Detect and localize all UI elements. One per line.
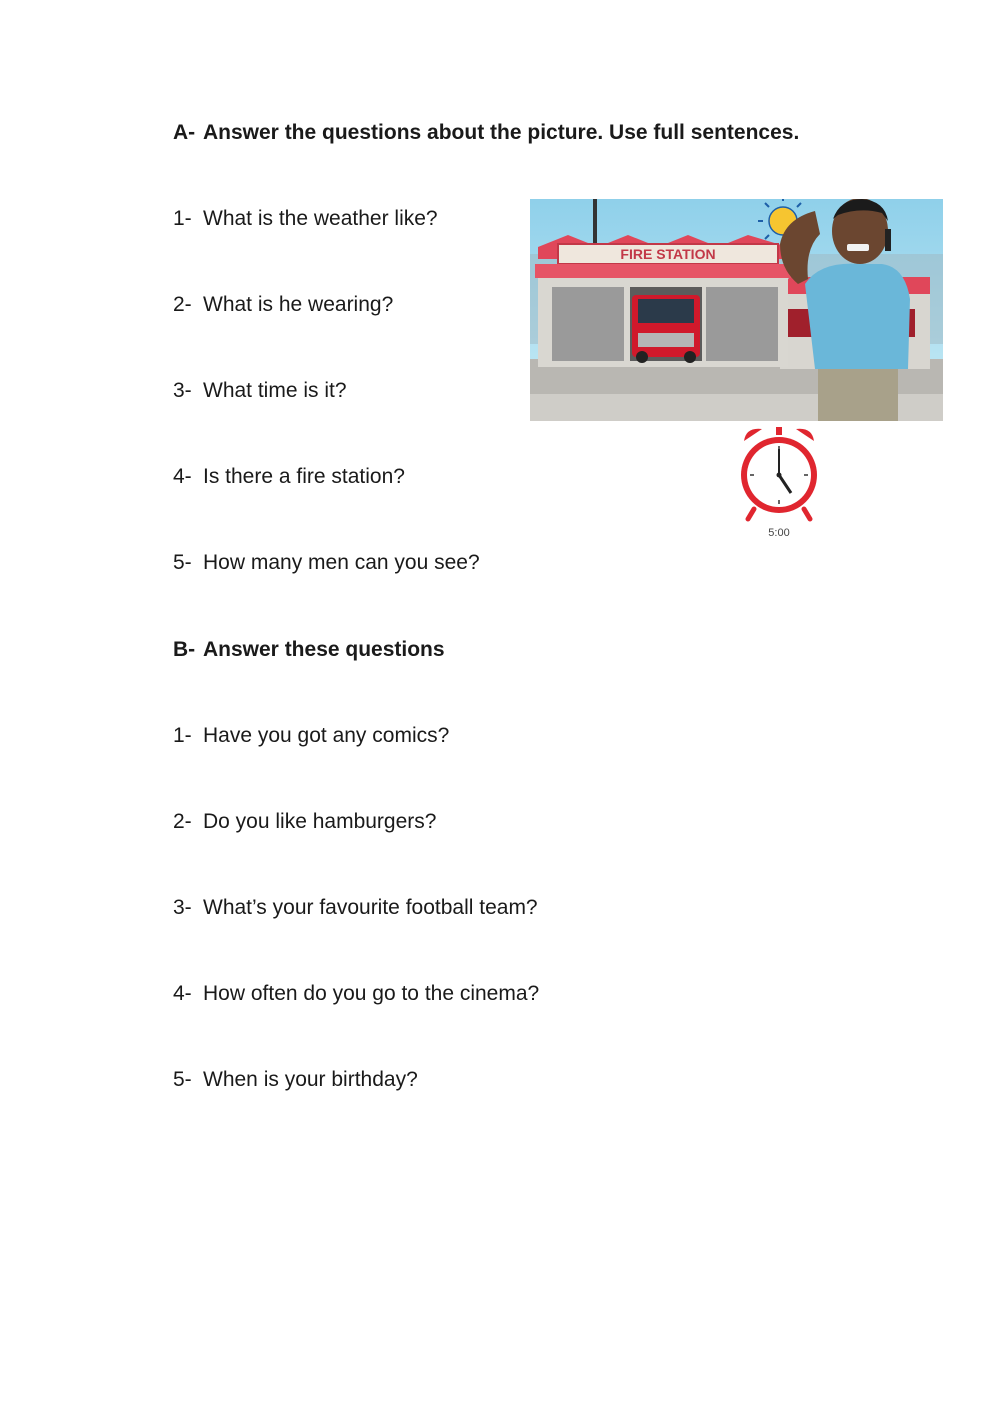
question-text: How often do you go to the cinema? <box>203 982 540 1005</box>
antenna <box>593 199 597 247</box>
question-number: 2- <box>173 810 192 833</box>
truck-wheel <box>684 351 696 363</box>
phone <box>885 229 891 251</box>
question-b-5 <box>173 1067 418 1093</box>
question-number: 3- <box>173 896 192 919</box>
teeth <box>847 244 869 251</box>
question-text: Do you like hamburgers? <box>203 810 437 833</box>
station-awning <box>535 264 791 278</box>
truck-windshield <box>638 299 694 323</box>
question-number: 5- <box>173 1068 192 1091</box>
section-a-marker: A- <box>173 121 196 144</box>
section-a-title: Answer the questions about the picture. Use full sentences. <box>203 121 800 144</box>
question-number: 1- <box>173 724 192 747</box>
section-a-heading <box>173 120 799 146</box>
question-a-2 <box>173 292 393 318</box>
question-b-2 <box>173 809 436 835</box>
station-sign-text: FIRE STATION <box>620 246 716 262</box>
question-text: Have you got any comics? <box>203 724 450 747</box>
question-text: What is he wearing? <box>203 293 394 316</box>
question-text: Is there a fire station? <box>203 465 405 488</box>
truck-wheel <box>636 351 648 363</box>
section-b-title: Answer these questions <box>203 638 445 661</box>
question-a-3 <box>173 378 347 404</box>
question-text: When is your birthday? <box>203 1068 418 1091</box>
question-number: 4- <box>173 465 192 488</box>
question-text: What is the weather like? <box>203 207 438 230</box>
section-b-heading <box>173 637 445 663</box>
question-b-3 <box>173 895 538 921</box>
clock-center <box>777 473 782 478</box>
fire-station-picture <box>530 199 943 421</box>
question-text: What’s your favourite football team? <box>203 896 538 919</box>
alarm-clock-icon <box>736 425 822 543</box>
section-b-marker: B- <box>173 638 196 661</box>
question-a-4 <box>173 464 405 490</box>
truck-grille <box>638 333 694 347</box>
question-b-1 <box>173 723 449 749</box>
garage-door <box>706 287 778 361</box>
garage-door <box>552 287 624 361</box>
question-b-4 <box>173 981 539 1007</box>
shirt <box>805 264 910 369</box>
question-number: 2- <box>173 293 192 316</box>
question-a-5 <box>173 550 480 576</box>
question-number: 1- <box>173 207 192 230</box>
question-text: How many men can you see? <box>203 551 480 574</box>
clock-time-label: 5:00 <box>768 527 790 539</box>
question-number: 5- <box>173 551 192 574</box>
question-a-1 <box>173 206 438 232</box>
question-text: What time is it? <box>203 379 347 402</box>
question-number: 3- <box>173 379 192 402</box>
question-number: 4- <box>173 982 192 1005</box>
